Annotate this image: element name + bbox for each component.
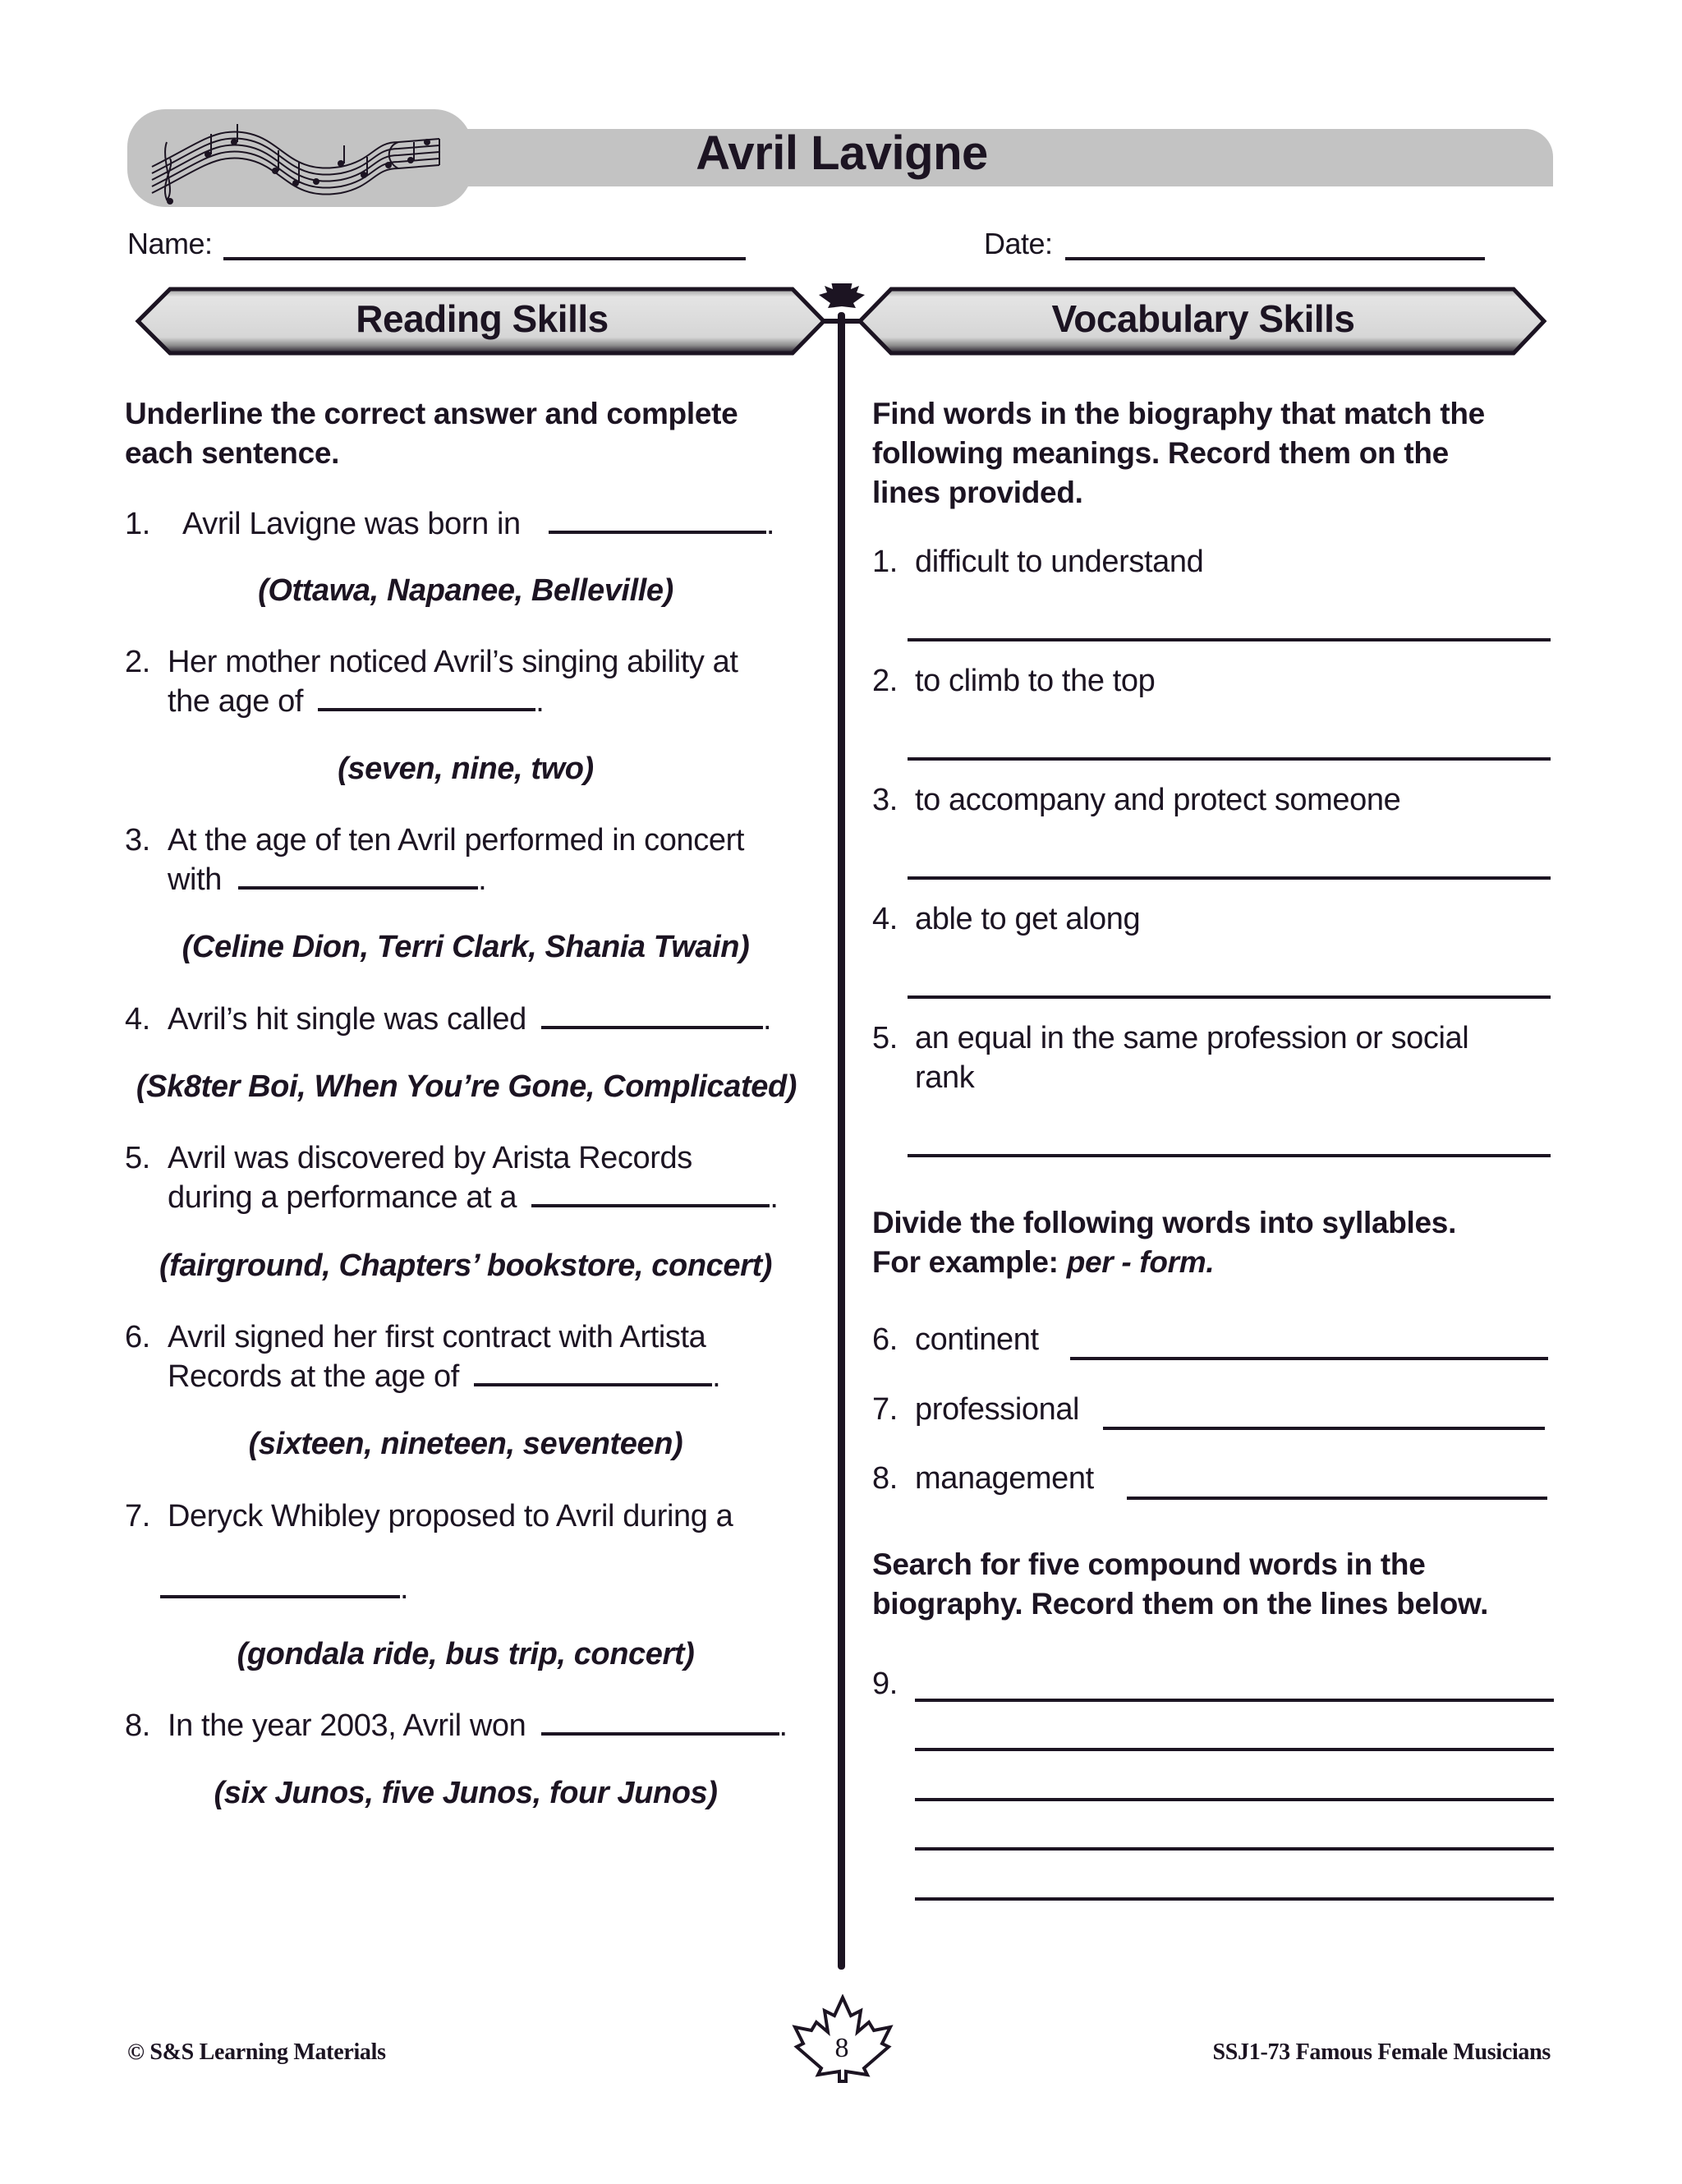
- answer-blank-1[interactable]: [549, 531, 766, 534]
- reading-question-2: 2. Her mother noticed Avril’s singing ability at the age of .: [125, 645, 738, 719]
- compound-number: 9.: [872, 1667, 898, 1701]
- compound-line-3[interactable]: [915, 1798, 1554, 1801]
- compound-instructions: Search for five compound words in the biography. Record them on the lines below.: [872, 1547, 1489, 1621]
- music-staff-icon: [127, 109, 472, 207]
- meaning-4: 4. able to get along: [872, 902, 1141, 936]
- syllable-word-8: 8. management: [872, 1461, 1094, 1496]
- name-field[interactable]: [223, 257, 746, 260]
- meaning-1: 1. difficult to understand: [872, 545, 1204, 579]
- compound-line-2[interactable]: [915, 1748, 1554, 1751]
- answer-blank-7[interactable]: [160, 1595, 400, 1598]
- page-title: Avril Lavigne: [696, 126, 988, 180]
- music-tab: [127, 109, 472, 207]
- footer-copyright: © S&S Learning Materials: [127, 2039, 386, 2065]
- reading-question-3: 3. At the age of ten Avril performed in concert with .: [125, 823, 744, 897]
- reading-question-7: 7. Deryck Whibley proposed to Avril during a: [125, 1499, 733, 1533]
- answer-blank-4[interactable]: [541, 1026, 763, 1029]
- answer-blank-3[interactable]: [238, 886, 478, 890]
- syllable-8-answer-line[interactable]: [1127, 1497, 1547, 1500]
- footer-book-title: SSJ1-73 Famous Female Musicians: [1212, 2039, 1551, 2065]
- meaning-3: 3. to accompany and protect someone: [872, 783, 1401, 817]
- compound-line-1[interactable]: [915, 1699, 1554, 1702]
- answer-blank-7-row: .: [160, 1569, 408, 1608]
- syllable-word-6: 6. continent: [872, 1322, 1039, 1357]
- name-label: Name:: [127, 227, 213, 260]
- answer-blank-5[interactable]: [531, 1204, 770, 1207]
- meaning-5-answer-line[interactable]: [908, 1154, 1551, 1157]
- compound-line-5[interactable]: [915, 1897, 1554, 1901]
- choices-5: (fairground, Chapters’ bookstore, concert): [159, 1248, 773, 1283]
- date-field[interactable]: [1065, 257, 1485, 260]
- choices-4: (Sk8ter Boi, When You’re Gone, Complicated): [136, 1069, 797, 1104]
- syllables-example: per - form.: [1066, 1245, 1215, 1279]
- compound-line-4[interactable]: [915, 1847, 1554, 1851]
- choices-7: (gondala ride, bus trip, concert): [237, 1637, 695, 1671]
- choices-6: (sixteen, nineteen, seventeen): [248, 1427, 683, 1461]
- date-label: Date:: [984, 227, 1053, 260]
- answer-blank-8[interactable]: [541, 1732, 779, 1736]
- syllables-instructions: Divide the following words into syllables. For example: per - form.: [872, 1206, 1457, 1279]
- reading-instructions: Underline the correct answer and complete each sentence.: [125, 397, 738, 470]
- reading-question-5: 5. Avril was discovered by Arista Records during a performance at a .: [125, 1141, 779, 1215]
- meaning-2-answer-line[interactable]: [908, 757, 1551, 761]
- reading-question-1: 1. Avril Lavigne was born in .: [125, 507, 775, 541]
- syllable-7-answer-line[interactable]: [1103, 1427, 1545, 1430]
- page-number: 8: [834, 2033, 849, 2063]
- tab-vocabulary-skills: Vocabulary Skills: [1051, 297, 1355, 340]
- tab-reading-skills: Reading Skills: [356, 297, 609, 340]
- answer-blank-6[interactable]: [474, 1383, 712, 1386]
- reading-question-6: 6. Avril signed her first contract with Artista Records at the age of .: [125, 1320, 721, 1394]
- maple-leaf-icon: [819, 283, 865, 313]
- answer-blank-2[interactable]: [318, 708, 535, 711]
- syllable-6-answer-line[interactable]: [1070, 1357, 1548, 1360]
- meaning-5: 5. an equal in the same profession or social rank: [872, 1021, 1469, 1095]
- choices-1: (Ottawa, Napanee, Belleville): [258, 573, 673, 608]
- meaning-1-answer-line[interactable]: [908, 638, 1551, 641]
- meaning-3-answer-line[interactable]: [908, 876, 1551, 880]
- column-divider: [838, 312, 845, 1970]
- choices-3: (Celine Dion, Terri Clark, Shania Twain): [182, 930, 750, 964]
- vocabulary-instructions: Find words in the biography that match the following meanings. Record them on the lines provided.: [872, 397, 1485, 509]
- meaning-2: 2. to climb to the top: [872, 664, 1156, 698]
- reading-question-8: 8. In the year 2003, Avril won .: [125, 1708, 788, 1743]
- choices-8: (six Junos, five Junos, four Junos): [214, 1776, 718, 1810]
- choices-2: (seven, nine, two): [338, 752, 594, 786]
- reading-question-4: 4. Avril’s hit single was called .: [125, 1002, 772, 1037]
- syllable-word-7: 7. professional: [872, 1392, 1080, 1427]
- meaning-4-answer-line[interactable]: [908, 995, 1551, 999]
